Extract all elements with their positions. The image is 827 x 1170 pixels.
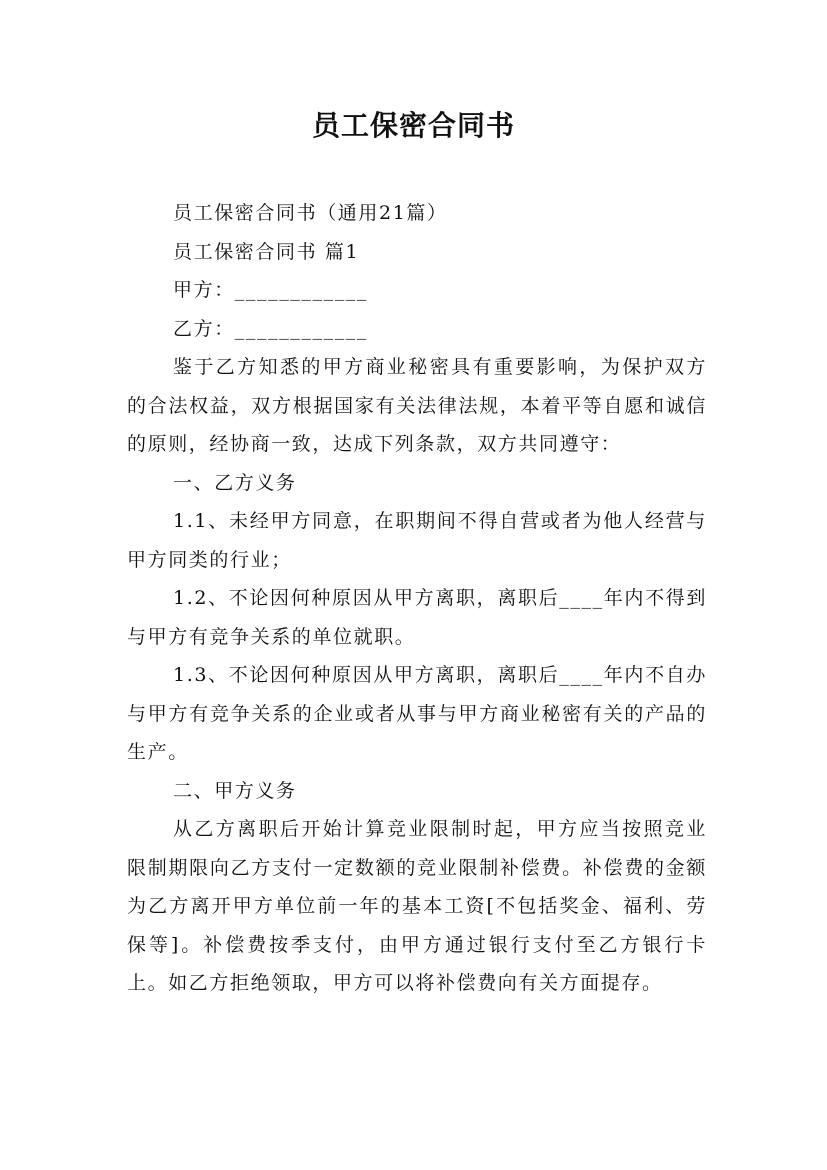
document-title: 员工保密合同书	[311, 109, 515, 142]
paragraph-section-2-body: 从乙方离职后开始计算竞业限制时起，甲方应当按照竞业限制期限向乙方支付一定数额的竞业限制补偿费。补偿费的金额为乙方离开甲方单位前一年的基本工资[不包括奖金、福利、劳保等]。补偿费按季支付，由甲方通过银行支付至乙方银行卡上。如乙方拒绝领取，甲方可以将补偿费向有关方面提存。	[127, 818, 707, 994]
paragraph-section-1-heading: 一、乙方义务	[173, 471, 297, 494]
paragraph-heading-collection: 员工保密合同书（通用21篇）	[173, 202, 448, 224]
paragraph-preamble: 鉴于乙方知悉的甲方商业秘密具有重要影响，为保护双方的合法权益，双方根据国家有关法律法规，本着平等自愿和诚信的原则，经协商一致，达成下列条款，双方共同遵守：	[127, 356, 707, 455]
paragraph-article-title: 员工保密合同书 篇1	[173, 240, 360, 263]
paragraph-clause-1-2: 1.2、不论因何种原因从甲方离职，离职后____年内不得到与甲方有竞争关系的单位就职。	[127, 587, 707, 648]
paragraph-clause-1-1: 1.1、未经甲方同意，在职期间不得自营或者为他人经营与甲方同类的行业；	[127, 510, 707, 571]
paragraph-clause-1-3: 1.3、不论因何种原因从甲方离职，离职后____年内不自办与甲方有竞争关系的企业或者从事与甲方商业秘密有关的产品的生产。	[127, 664, 707, 763]
document-body	[127, 194, 707, 1003]
paragraph-section-2-heading: 二、甲方义务	[173, 779, 297, 802]
paragraph-party-a: 甲方：____________	[173, 279, 369, 301]
paragraph-party-b: 乙方：____________	[173, 317, 369, 340]
